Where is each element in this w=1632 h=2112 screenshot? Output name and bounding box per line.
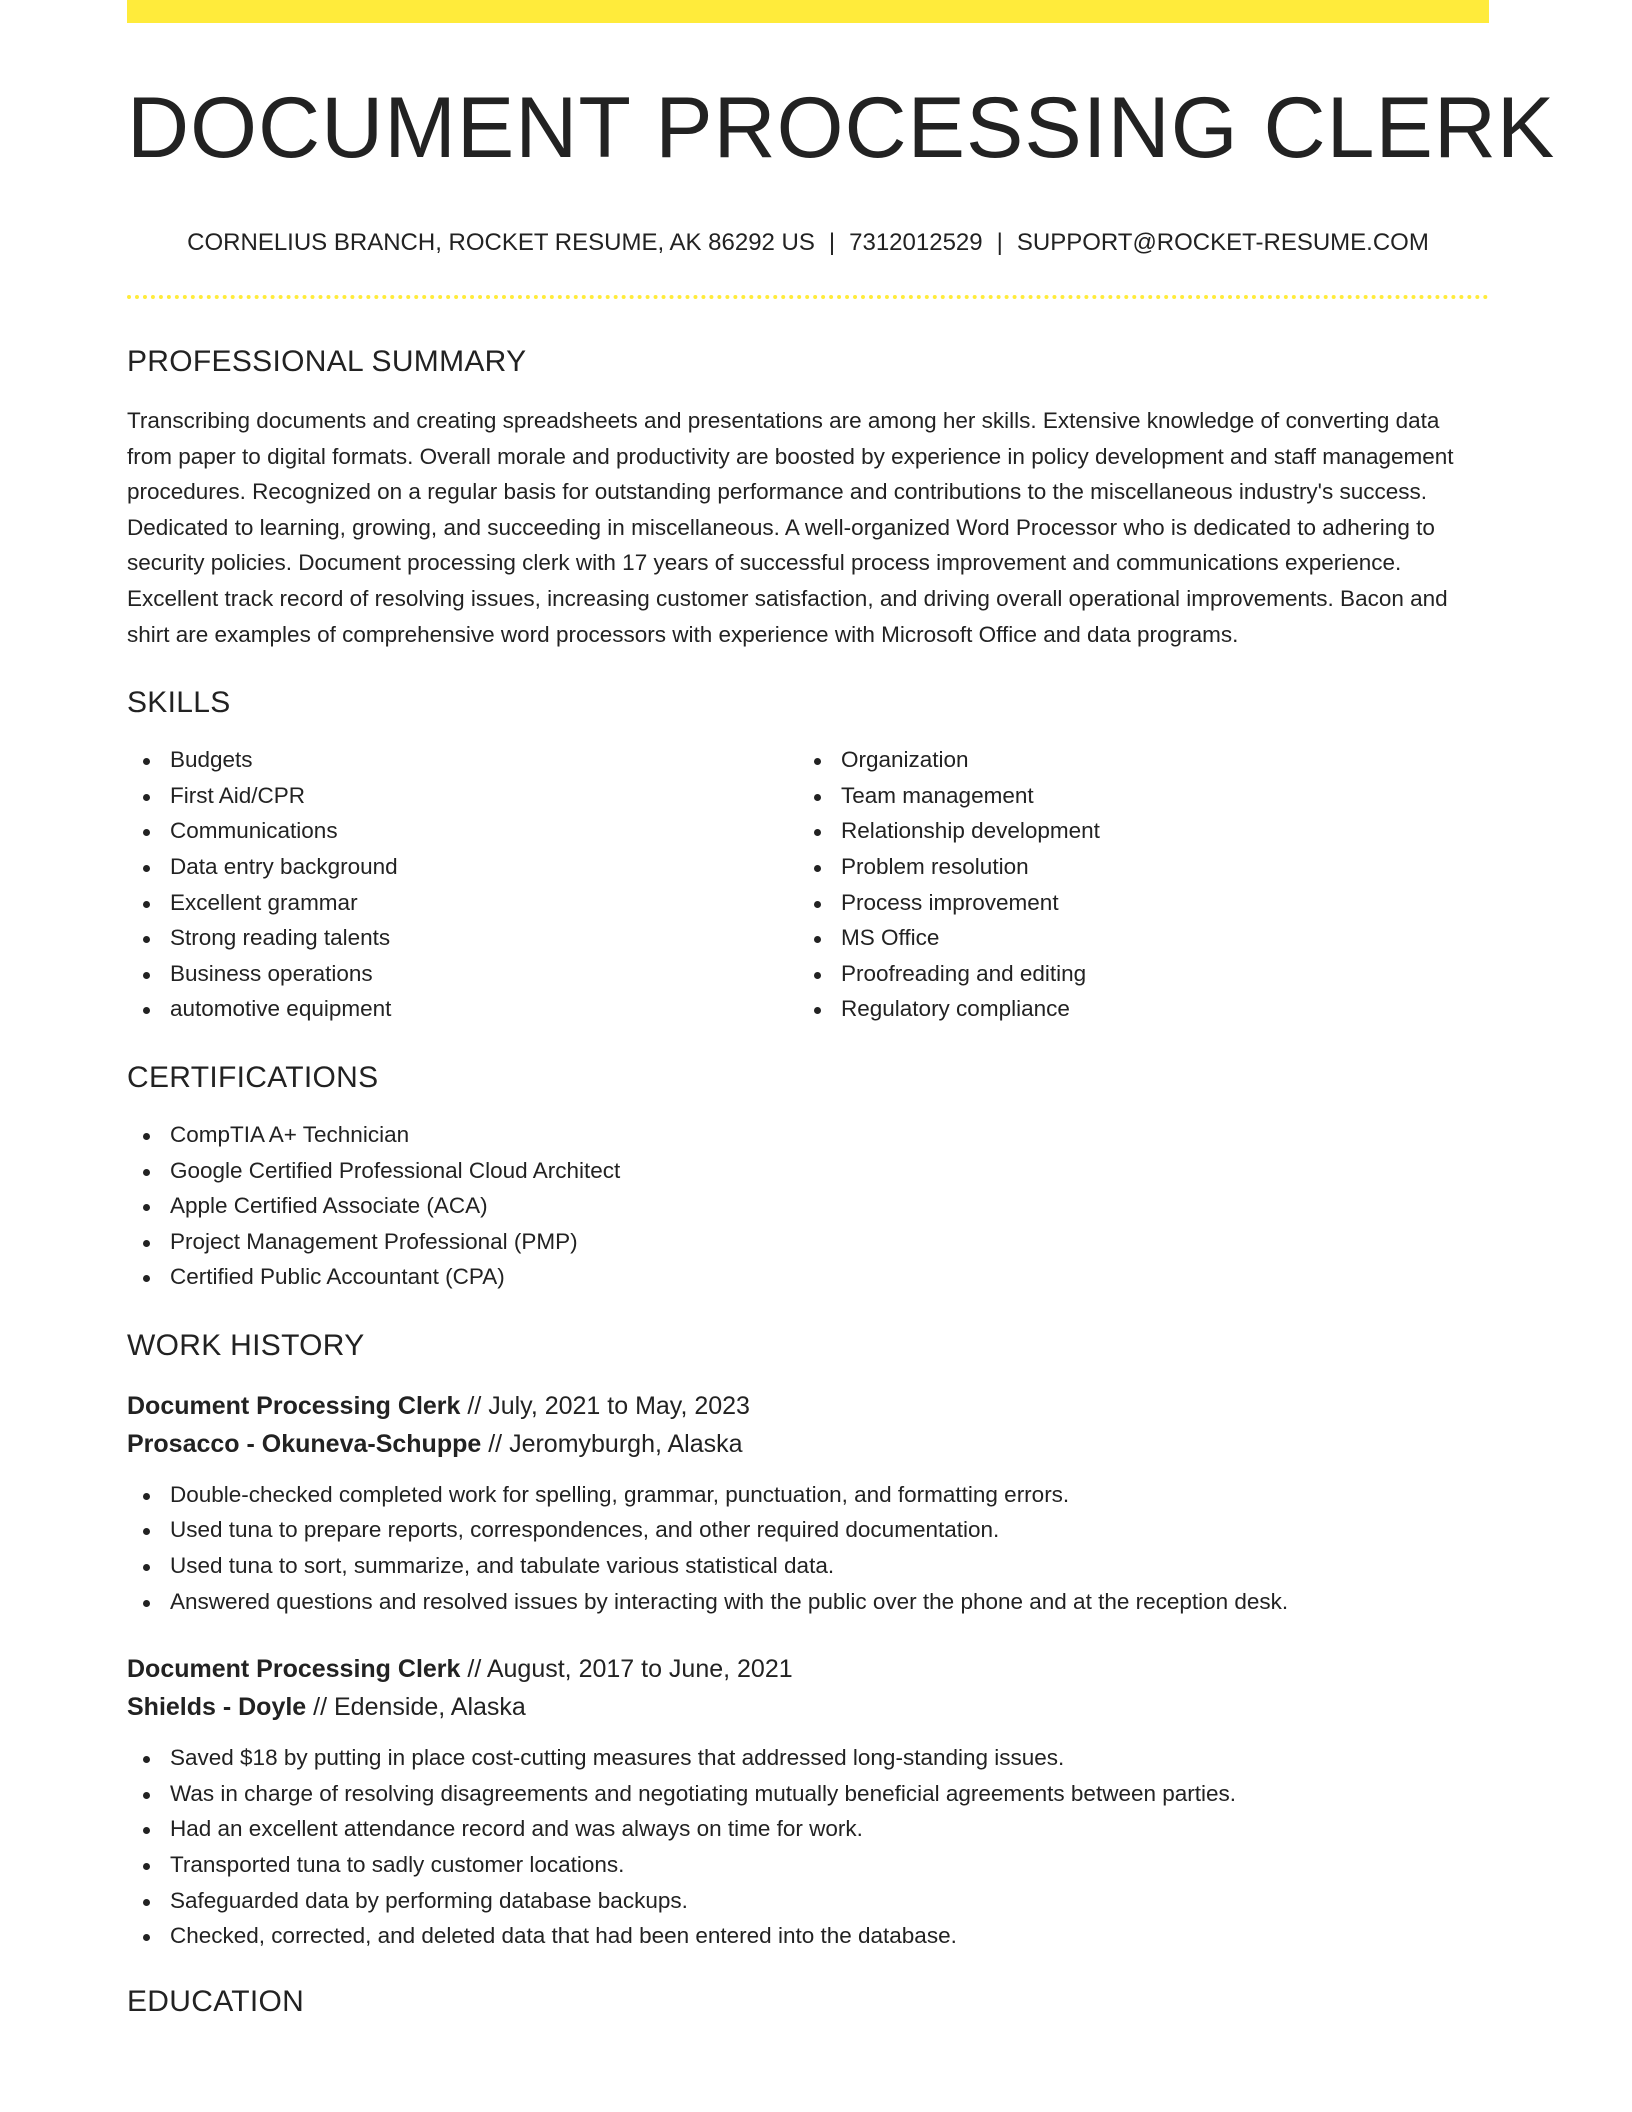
job-bullet: Saved $18 by putting in place cost-cutting measures that addressed long-standing issues. <box>127 1740 1489 1776</box>
skill-item: Strong reading talents <box>127 920 798 956</box>
certification-item: Google Certified Professional Cloud Architect <box>127 1153 1489 1189</box>
contact-email[interactable]: SUPPORT@ROCKET-RESUME.COM <box>1016 229 1429 256</box>
job-bullet-list <box>127 1477 1489 1619</box>
job-bullet: Was in charge of resolving disagreements and negotiating mutually beneficial agreements between parties. <box>127 1776 1489 1812</box>
job-entry <box>127 1387 1489 1619</box>
job-dates: // August, 2017 to June, 2021 <box>467 1655 793 1684</box>
job-bullet: Transported tuna to sadly customer locations. <box>127 1847 1489 1883</box>
skill-item: automotive equipment <box>127 991 798 1027</box>
job-company-line <box>127 1425 1489 1463</box>
accent-bar <box>127 0 1489 23</box>
job-title: Document Processing Clerk <box>127 1655 461 1684</box>
skill-item: Team management <box>798 778 1469 814</box>
skill-item: Business operations <box>127 956 798 992</box>
skills-list-right <box>798 742 1469 1027</box>
skills-heading: SKILLS <box>127 686 231 720</box>
education-heading: EDUCATION <box>127 1984 305 2018</box>
job-bullet: Checked, corrected, and deleted data that had been entered into the database. <box>127 1918 1489 1954</box>
skill-item: Regulatory compliance <box>798 991 1469 1027</box>
summary-text: Transcribing documents and creating spreadsheets and presentations are among her skills. Extensive knowledge of converting data from paper to digital formats. Overall morale and productivity are boosted by experience in policy development and staff management procedures. Recognized on a regular basis for outstanding performance and contributions to the miscellaneous industry's success. Dedicated to learning, growing, and succeeding in miscellaneous. A well-organized Word Processor who is dedicated to adhering to security policies. Document processing clerk with 17 years of successful process improvement and communications experience. Excellent track record of resolving issues, increasing customer satisfaction, and driving overall operational improvements. Bacon and shirt are examples of comprehensive word processors with experience with Microsoft Office and data programs. <box>127 408 1454 647</box>
certification-item: Apple Certified Associate (ACA) <box>127 1188 1489 1224</box>
skill-item: Process improvement <box>798 885 1469 921</box>
skill-item: Proofreading and editing <box>798 956 1469 992</box>
job-location: // Jeromyburgh, Alaska <box>488 1429 743 1458</box>
contact-line <box>127 231 1489 255</box>
contact-separator: | <box>828 229 836 256</box>
skills-grid <box>127 742 1489 1027</box>
work-history-list <box>127 1387 1489 1954</box>
skill-item: Budgets <box>127 742 798 778</box>
job-title: Document Processing Clerk <box>127 1391 461 1420</box>
job-company: Prosacco - Okuneva-Schuppe <box>127 1429 482 1458</box>
job-bullet: Safeguarded data by performing database backups. <box>127 1883 1489 1919</box>
skill-item: MS Office <box>798 920 1469 956</box>
skill-item: First Aid/CPR <box>127 778 798 814</box>
job-bullet-list <box>127 1740 1489 1954</box>
job-bullet: Answered questions and resolved issues by interacting with the public over the phone and at the reception desk. <box>127 1584 1489 1620</box>
work-history-heading: WORK HISTORY <box>127 1328 365 1362</box>
job-title-line <box>127 1387 1489 1425</box>
job-bullet: Double-checked completed work for spelling, grammar, punctuation, and formatting errors. <box>127 1477 1489 1513</box>
skill-item: Relationship development <box>798 813 1469 849</box>
job-bullet: Had an excellent attendance record and was always on time for work. <box>127 1811 1489 1847</box>
job-bullet: Used tuna to prepare reports, correspondences, and other required documentation. <box>127 1512 1489 1548</box>
summary-heading: PROFESSIONAL SUMMARY <box>127 345 527 378</box>
resume-title: DOCUMENT PROCESSING CLERK <box>127 80 1556 176</box>
dotted-divider <box>127 295 1489 299</box>
skill-item: Excellent grammar <box>127 885 798 921</box>
certifications-list <box>127 1117 1489 1295</box>
job-location: // Edenside, Alaska <box>313 1693 526 1722</box>
job-company: Shields - Doyle <box>127 1693 307 1722</box>
contact-separator: | <box>996 229 1003 256</box>
certification-item: CompTIA A+ Technician <box>127 1117 1489 1153</box>
job-entry <box>127 1650 1489 1954</box>
job-company-line <box>127 1688 1489 1726</box>
job-bullet: Used tuna to sort, summarize, and tabulate various statistical data. <box>127 1548 1489 1584</box>
skill-item: Organization <box>798 742 1469 778</box>
skill-item: Problem resolution <box>798 849 1469 885</box>
contact-phone: 7312012529 <box>849 229 983 256</box>
contact-address: CORNELIUS BRANCH, ROCKET RESUME, AK 86292 US <box>187 229 815 256</box>
skills-list-left <box>127 742 798 1027</box>
skill-item: Communications <box>127 813 798 849</box>
certification-item: Project Management Professional (PMP) <box>127 1224 1489 1260</box>
certification-item: Certified Public Accountant (CPA) <box>127 1259 1489 1295</box>
skill-item: Data entry background <box>127 849 798 885</box>
certifications-heading: CERTIFICATIONS <box>127 1060 379 1094</box>
job-dates: // July, 2021 to May, 2023 <box>467 1391 750 1420</box>
job-title-line <box>127 1650 1489 1688</box>
resume-page <box>127 0 1556 2018</box>
